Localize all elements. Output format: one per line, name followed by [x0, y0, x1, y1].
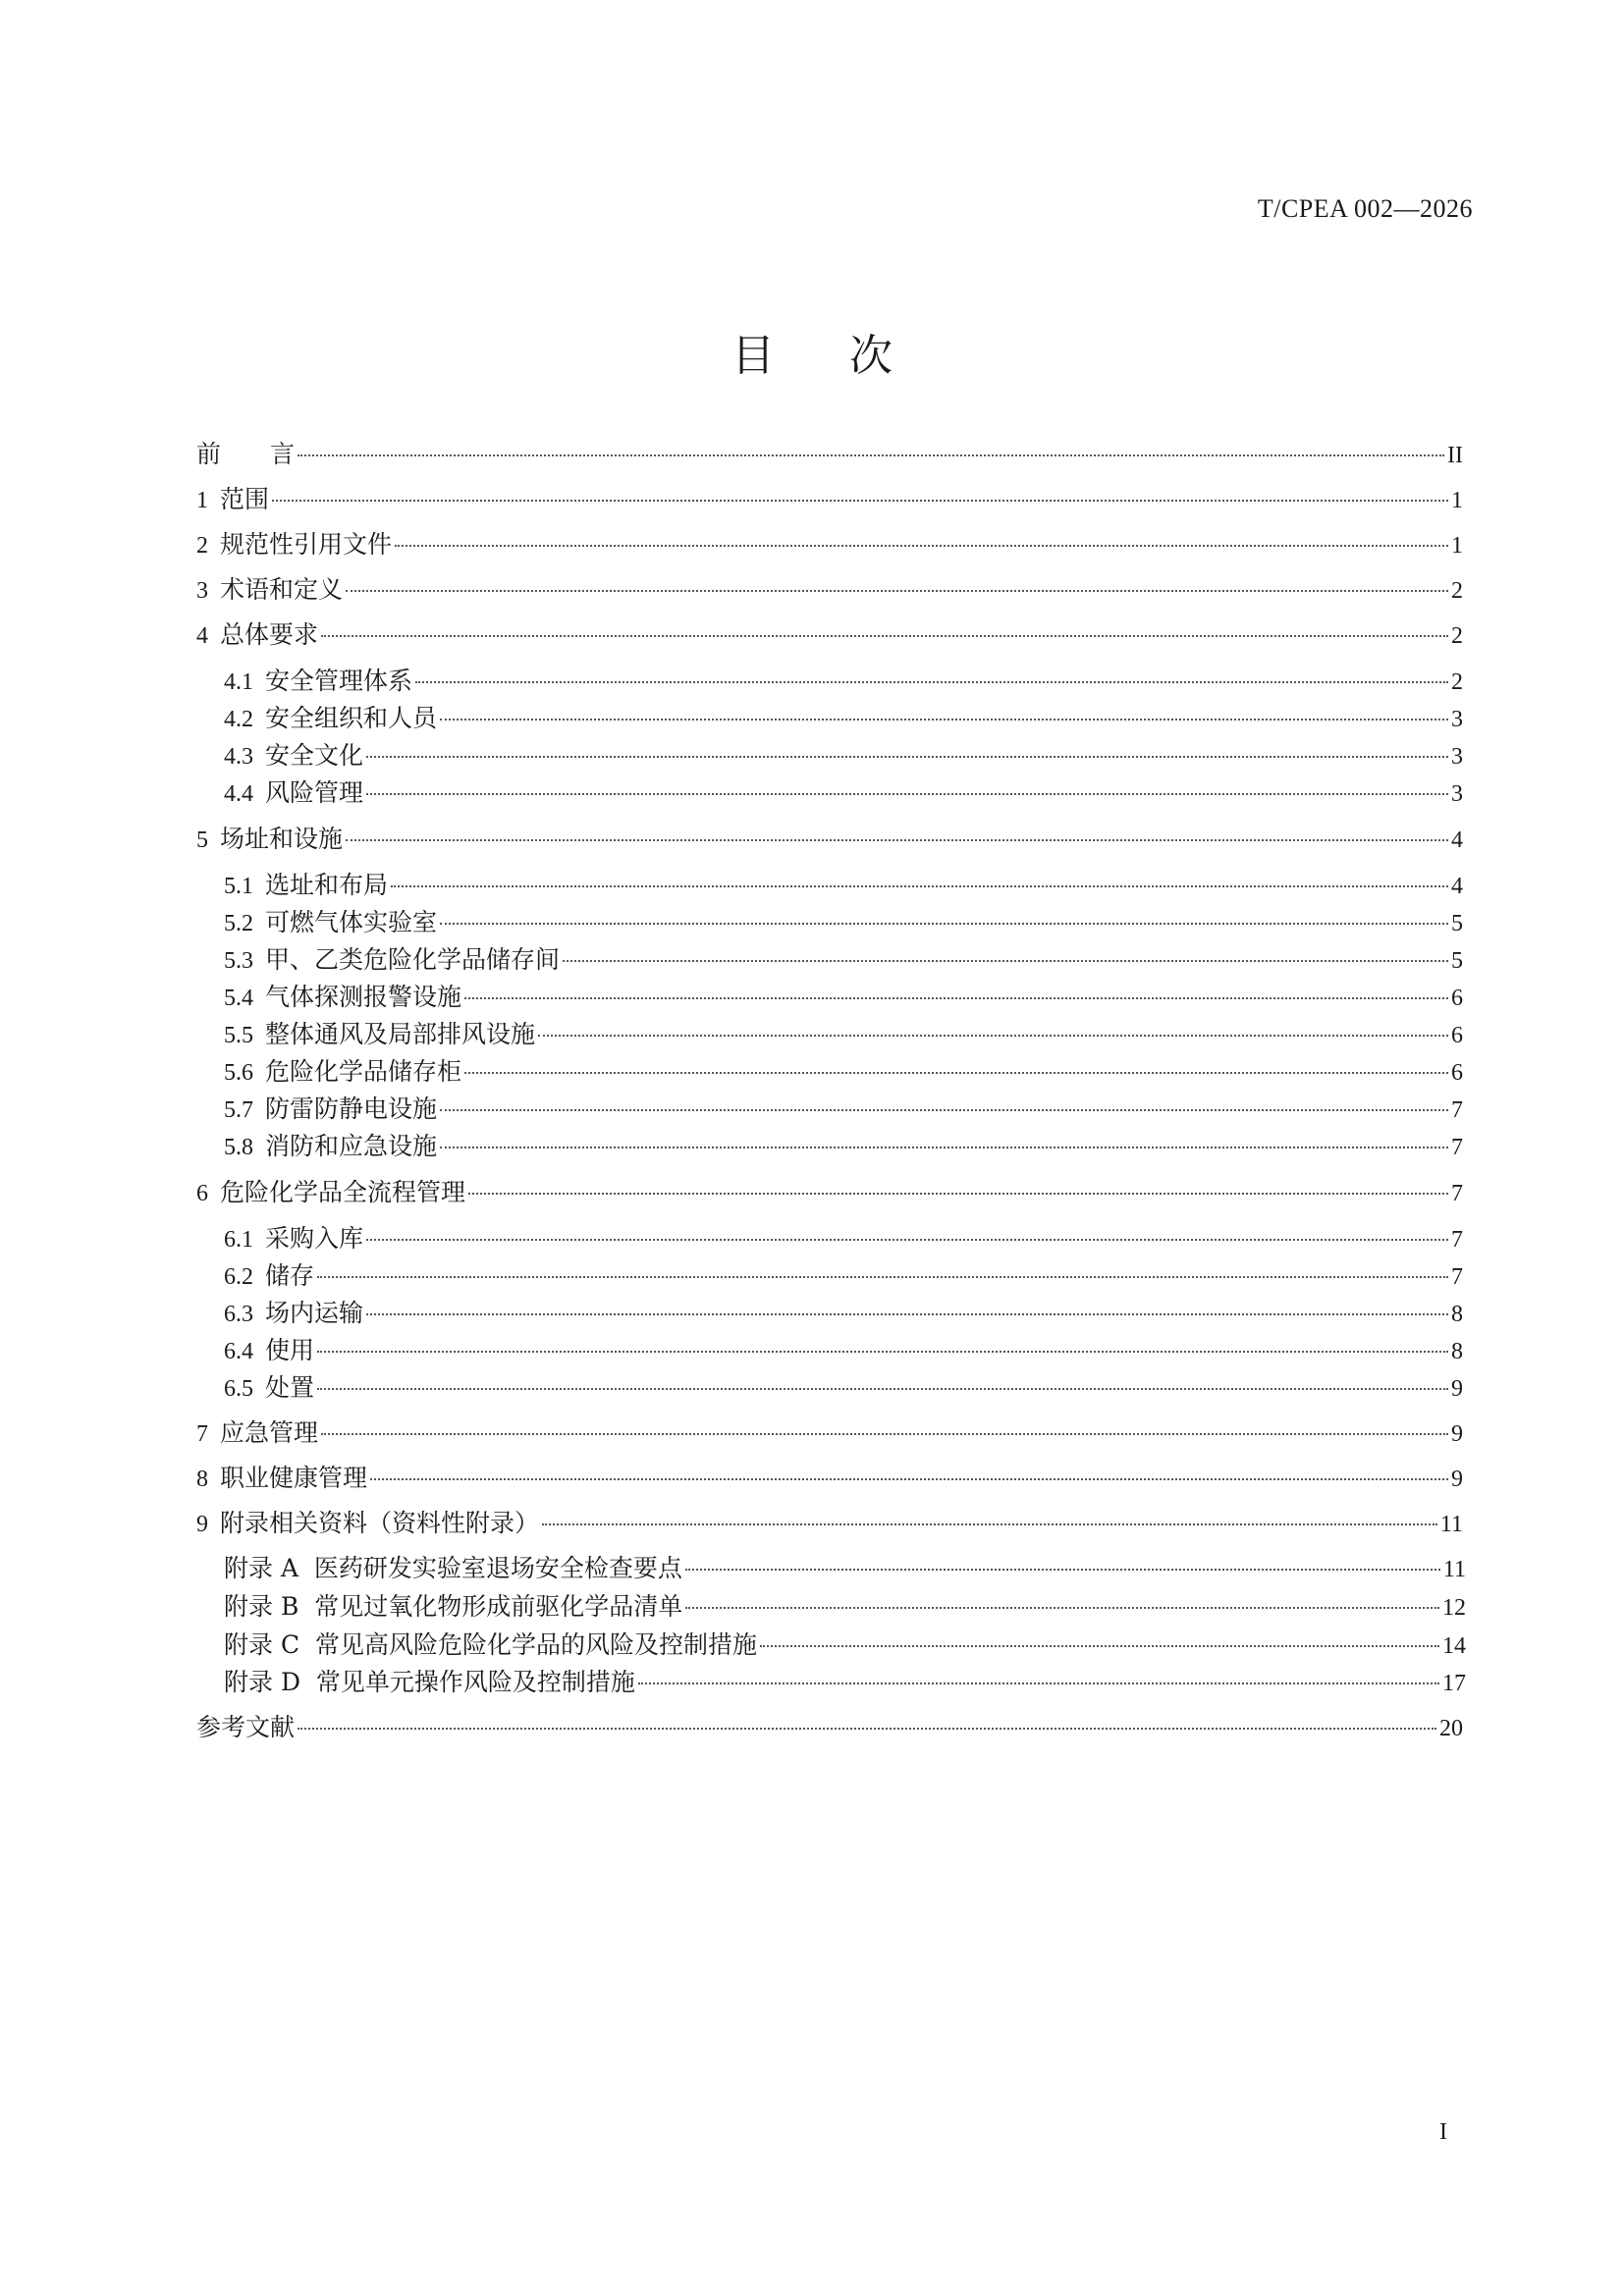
toc-entry-section-9[interactable]	[196, 1508, 1463, 1539]
toc-leader	[317, 1275, 1448, 1278]
toc-entry-page: 1	[1451, 533, 1463, 559]
toc-leader	[317, 1387, 1448, 1390]
page-title-char-1: 目	[731, 331, 775, 381]
toc-entry-label: 危险化学品全流程管理	[220, 1178, 466, 1206]
toc-entry-number: 4.2	[224, 707, 253, 732]
toc-entry-number: 5.7	[224, 1097, 253, 1123]
toc-entry-label: 甲、乙类危险化学品储存间	[265, 945, 561, 974]
toc-entry-page: 20	[1439, 1716, 1463, 1741]
toc-entry-label: 附录相关资料（资料性附录）	[220, 1509, 540, 1537]
toc-entry-section-6-4[interactable]	[224, 1335, 1463, 1366]
toc-entry-section-5-1[interactable]	[224, 870, 1463, 901]
toc-entry-number: 5	[196, 828, 208, 853]
toc-entry-number: 5.2	[224, 911, 253, 936]
toc-entry-page: 6	[1451, 1023, 1463, 1048]
toc-entry-references[interactable]	[196, 1712, 1463, 1743]
toc-entry-section-4[interactable]	[196, 619, 1463, 651]
toc-leader	[321, 1432, 1448, 1435]
toc-entry-label: 消防和应急设施	[265, 1132, 438, 1160]
toc-entry-appendix-b[interactable]	[224, 1591, 1466, 1623]
toc-leader	[321, 634, 1448, 637]
toc-entry-section-4-4[interactable]	[224, 777, 1463, 809]
toc-entry-section-6-5[interactable]	[224, 1372, 1463, 1404]
toc-entry-section-6-3[interactable]	[224, 1298, 1463, 1329]
toc-entry-label: 气体探测报警设施	[265, 983, 462, 1011]
toc-leader	[440, 1108, 1448, 1111]
toc-entry-section-5-8[interactable]	[224, 1131, 1463, 1162]
toc-entry-section-4-2[interactable]	[224, 703, 1463, 734]
toc-entry-label: 风险管理	[265, 778, 364, 807]
toc-entry-number: 4.3	[224, 744, 253, 770]
toc-entry-number: 9	[196, 1512, 208, 1537]
toc-entry-label: 防雷防静电设施	[265, 1095, 438, 1123]
toc-entry-section-1[interactable]	[196, 484, 1463, 515]
toc-leader	[440, 922, 1448, 925]
toc-leader	[298, 454, 1444, 456]
toc-entry-section-3[interactable]	[196, 574, 1463, 606]
toc-entry-label: 应急管理	[220, 1418, 319, 1447]
toc-entry-page: 5	[1451, 911, 1463, 936]
toc-entry-number: 6	[196, 1181, 208, 1206]
toc-entry-label: 附录 A 医药研发实验室退场安全检查要点	[224, 1554, 682, 1582]
toc-leader	[760, 1644, 1439, 1647]
toc-entry-label: 总体要求	[220, 620, 319, 649]
toc-entry-number: 5.3	[224, 948, 253, 974]
toc-leader	[317, 1350, 1448, 1353]
toc-entry-page: 7	[1451, 1181, 1463, 1206]
toc-entry-number: 6.1	[224, 1227, 253, 1253]
toc-entry-number: 5.4	[224, 986, 253, 1011]
toc-entry-number: 4.1	[224, 669, 253, 695]
page-title-char-2: 次	[849, 331, 893, 381]
toc-leader	[346, 589, 1448, 592]
toc-entry-section-5-6[interactable]	[224, 1056, 1463, 1088]
toc-entry-number: 6.3	[224, 1302, 253, 1327]
toc-leader	[464, 996, 1448, 999]
toc-entry-section-4-3[interactable]	[224, 740, 1463, 772]
toc-entry-label: 场内运输	[265, 1299, 364, 1327]
page-number: I	[1439, 2119, 1447, 2145]
toc-entry-label: 可燃气体实验室	[265, 908, 438, 936]
toc-entry-page: 2	[1451, 578, 1463, 604]
toc-entry-section-5-7[interactable]	[224, 1094, 1463, 1125]
toc-entry-section-2[interactable]	[196, 529, 1463, 561]
toc-entry-number: 1	[196, 488, 208, 513]
toc-leader	[464, 1071, 1448, 1074]
toc-entry-page: 3	[1451, 781, 1463, 807]
toc-entry-label: 安全组织和人员	[265, 704, 438, 732]
toc-leader	[685, 1568, 1440, 1571]
toc-entry-label: 职业健康管理	[220, 1464, 368, 1492]
toc-entry-section-5-3[interactable]	[224, 944, 1463, 976]
toc-entry-page: 12	[1442, 1595, 1466, 1621]
toc-entry-section-7[interactable]	[196, 1417, 1463, 1449]
toc-entry-page: 7	[1451, 1227, 1463, 1253]
toc-entry-page: 2	[1451, 669, 1463, 695]
toc-leader	[638, 1682, 1439, 1684]
toc-leader	[366, 792, 1448, 795]
toc-entry-label: 危险化学品储存柜	[265, 1057, 462, 1086]
toc-leader	[468, 1192, 1448, 1195]
toc-entry-page: 5	[1451, 948, 1463, 974]
toc-entry-section-4-1[interactable]	[224, 666, 1463, 697]
toc-entry-label: 参考文献	[196, 1713, 296, 1741]
toc-entry-label: 处置	[265, 1373, 315, 1402]
toc-entry-section-5-4[interactable]	[224, 982, 1463, 1013]
toc-entry-page: 4	[1451, 874, 1463, 899]
toc-leader	[370, 1477, 1448, 1480]
toc-leader	[542, 1522, 1437, 1525]
toc-entry-page: 8	[1451, 1339, 1463, 1364]
toc-leader	[391, 884, 1448, 887]
toc-entry-number: 8	[196, 1467, 208, 1492]
toc-entry-number: 5.5	[224, 1023, 253, 1048]
toc-entry-section-8[interactable]	[196, 1463, 1463, 1494]
toc-entry-appendix-c[interactable]	[224, 1629, 1466, 1661]
toc-entry-page: 17	[1442, 1671, 1466, 1696]
toc-leader	[415, 680, 1448, 683]
toc-leader	[538, 1034, 1448, 1037]
toc-entry-label: 附录 C 常见高风险危险化学品的风险及控制措施	[224, 1630, 757, 1659]
toc-entry-page: 7	[1451, 1135, 1463, 1160]
toc-entry-number: 6.5	[224, 1376, 253, 1402]
toc-entry-page: 8	[1451, 1302, 1463, 1327]
toc-entry-number: 7	[196, 1421, 208, 1447]
toc-leader	[298, 1727, 1436, 1730]
toc-entry-label: 附录 B 常见过氧化物形成前驱化学品清单	[224, 1592, 683, 1621]
toc-entry-page: II	[1447, 443, 1463, 468]
toc-entry-label: 安全文化	[265, 741, 364, 770]
page-title	[0, 329, 1624, 384]
toc-entry-page: 9	[1451, 1376, 1463, 1402]
toc-entry-label: 储存	[265, 1261, 315, 1290]
toc-leader	[440, 1146, 1448, 1148]
toc-entry-page: 6	[1451, 986, 1463, 1011]
toc-entry-label: 范围	[220, 485, 270, 513]
document-code: T/CPEA 002—2026	[1257, 194, 1473, 223]
toc-entry-page: 4	[1451, 828, 1463, 853]
toc-leader	[346, 838, 1448, 841]
toc-entry-label: 附录 D 常见单元操作风险及控制措施	[224, 1668, 635, 1696]
toc-entry-page: 11	[1439, 1512, 1463, 1537]
toc-entry-page: 2	[1451, 623, 1463, 649]
toc-leader	[366, 755, 1448, 758]
toc-entry-number: 5.8	[224, 1135, 253, 1160]
toc-leader	[395, 544, 1448, 547]
toc-leader	[563, 959, 1448, 962]
toc-entry-page: 7	[1451, 1097, 1463, 1123]
toc-entry-page: 1	[1451, 488, 1463, 513]
toc-entry-page: 6	[1451, 1060, 1463, 1086]
toc-entry-page: 7	[1451, 1264, 1463, 1290]
toc-entry-page: 9	[1451, 1467, 1463, 1492]
toc-leader	[366, 1312, 1448, 1315]
toc-entry-number: 4.4	[224, 781, 253, 807]
toc-leader	[272, 499, 1448, 502]
toc-leader	[440, 718, 1448, 721]
toc-entry-label: 整体通风及局部排风设施	[265, 1020, 536, 1048]
toc-entry-section-5-2[interactable]	[224, 907, 1463, 938]
toc-leader	[366, 1238, 1448, 1241]
toc-entry-foreword[interactable]	[196, 439, 1463, 470]
toc-entry-label: 术语和定义	[220, 575, 344, 604]
toc-entry-label: 使用	[265, 1336, 315, 1364]
toc-entry-number: 2	[196, 533, 208, 559]
toc-entry-label: 选址和布局	[265, 871, 389, 899]
toc-entry-page: 3	[1451, 707, 1463, 732]
toc-entry-number: 5.1	[224, 874, 253, 899]
toc-entry-section-5-5[interactable]	[224, 1019, 1463, 1050]
toc-entry-number: 5.6	[224, 1060, 253, 1086]
toc-entry-page: 11	[1442, 1557, 1466, 1582]
toc-entry-section-6[interactable]	[196, 1177, 1463, 1208]
toc-entry-page: 9	[1451, 1421, 1463, 1447]
toc-leader	[685, 1606, 1439, 1609]
toc-entry-appendix-a[interactable]	[224, 1553, 1466, 1584]
toc-entry-number: 6.4	[224, 1339, 253, 1364]
toc-entry-section-6-1[interactable]	[224, 1223, 1463, 1255]
toc-entry-label: 前 言	[196, 440, 296, 468]
toc-entry-appendix-d[interactable]	[224, 1667, 1466, 1698]
toc-entry-number: 4	[196, 623, 208, 649]
toc-entry-label: 采购入库	[265, 1224, 364, 1253]
toc-entry-number: 3	[196, 578, 208, 604]
toc-entry-label: 场址和设施	[220, 825, 344, 853]
toc-entry-section-6-2[interactable]	[224, 1260, 1463, 1292]
toc-entry-page: 14	[1442, 1633, 1466, 1659]
toc-entry-section-5[interactable]	[196, 824, 1463, 855]
toc-entry-label: 规范性引用文件	[220, 530, 393, 559]
toc-entry-number: 6.2	[224, 1264, 253, 1290]
toc-entry-page: 3	[1451, 744, 1463, 770]
toc-entry-label: 安全管理体系	[265, 667, 413, 695]
